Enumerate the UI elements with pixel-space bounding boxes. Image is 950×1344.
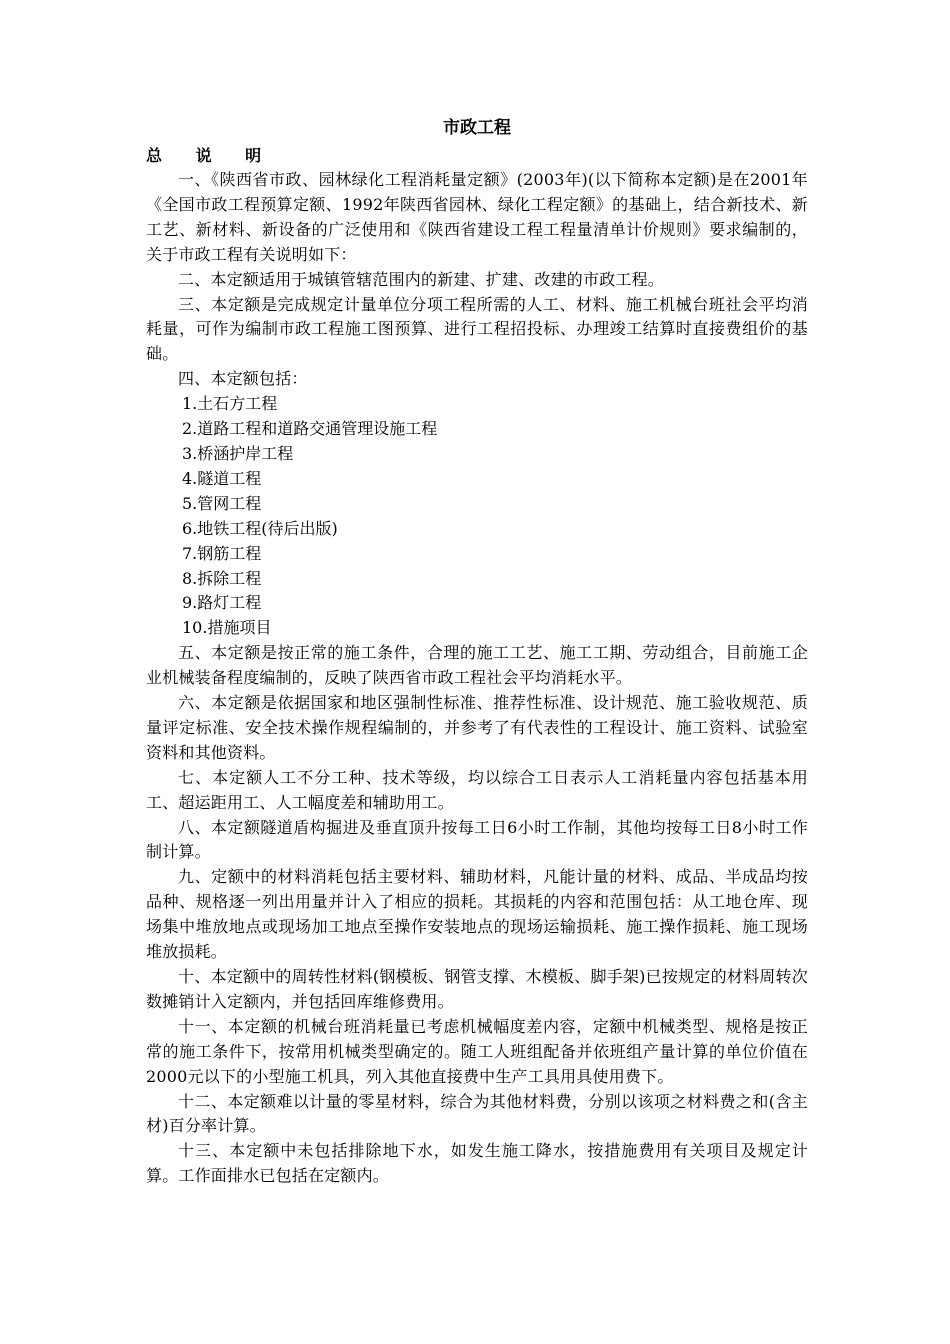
list-item: 8.拆除工程 [182, 568, 262, 588]
paragraph-10: 十、本定额中的周转性材料(钢模板、钢管支撑、木模板、脚手架)已按规定的材料周转次数摊销计入定额内，并包括回库维修费用。 [146, 967, 808, 1011]
paragraph-4: 四、本定额包括： [178, 369, 308, 389]
list-item: 9.路灯工程 [182, 593, 262, 613]
paragraph-5: 五、本定额是按正常的施工条件，合理的施工工艺、施工工期、劳动组合，目前施工企业机械装备程度编制的，反映了陕西省市政工程社会平均消耗水平。 [146, 643, 808, 688]
section-heading: 总 说 明 [146, 146, 276, 165]
page-title: 市政工程 [443, 118, 511, 138]
paragraph-1: 一、《陕西省市政、园林绿化工程消耗量定额》(2003年)(以下简称本定额)是在2001年《全国市政工程预算定额、1992年陕西省园林、绿化工程定额》的基础上，结合新技术、新工艺、新材料、新设备的广泛使用和《陕西省建设工程工程量清单计价规则》要求编制的，关于市政工程有关说明如下： [146, 170, 808, 264]
paragraph-13: 十三、本定额中未包括排除地下水，如发生施工降水，按措施费用有关项目及规定计算。工作面排水已包括在定额内。 [146, 1141, 808, 1186]
paragraph-11: 十一、本定额的机械台班消耗量已考虑机械幅度差内容，定额中机械类型、规格是按正常的施工条件下，按常用机械类型确定的。随工人班组配备并依班组产量计算的单位价值在2000元以下的小型施工机具，列入其他直接费中生产工具用具使用费下。 [146, 1016, 808, 1086]
list-item: 4.隧道工程 [182, 468, 262, 488]
paragraph-6: 六、本定额是依据国家和地区强制性标准、推荐性标准、设计规范、施工验收规范、质量评定标准、安全技术操作规程编制的，并参考了有代表性的工程设计、施工资料、试验室资料和其他资料。 [146, 693, 808, 762]
paragraph-9: 九、定额中的材料消耗包括主要材料、辅助材料，凡能计量的材料、成品、半成品均按品种、规格逐一列出用量并计入了相应的损耗。其损耗的内容和范围包括：从工地仓库、现场集中堆放地点或现场加工地点至操作安装地点的现场运输损耗、施工操作损耗、施工现场堆放损耗。 [146, 867, 808, 962]
paragraph-3: 三、本定额是完成规定计量单位分项工程所需的人工、材料、施工机械台班社会平均消耗量，可作为编制市政工程施工图预算、进行工程招投标、办理竣工结算时直接费组价的基础。 [146, 294, 808, 364]
contents-list [146, 392, 808, 641]
paragraph-12: 十二、本定额难以计量的零星材料，综合为其他材料费，分别以该项之材料费之和(含主材)百分率计算。 [146, 1091, 808, 1136]
list-item: 7.钢筋工程 [182, 543, 262, 563]
list-item: 1.土石方工程 [182, 394, 278, 414]
paragraph-2: 二、本定额适用于城镇管辖范围内的新建、扩建、改建的市政工程。 [178, 269, 665, 289]
list-item: 10.措施项目 [182, 618, 272, 638]
paragraph-7: 七、本定额人工不分工种、技术等级，均以综合工日表示人工消耗量内容包括基本用工、超运距用工、人工幅度差和辅助用工。 [146, 767, 808, 812]
list-item: 3.桥涵护岸工程 [182, 443, 294, 463]
paragraph-8: 八、本定额隧道盾构掘进及垂直顶升按每工日6小时工作制，其他均按每工日8小时工作制计算。 [146, 817, 808, 862]
list-item: 6.地铁工程(待后出版) [182, 518, 338, 538]
list-item: 2.道路工程和道路交通管理设施工程 [182, 419, 438, 439]
document-page [146, 112, 808, 1189]
list-item: 5.管网工程 [182, 493, 262, 513]
